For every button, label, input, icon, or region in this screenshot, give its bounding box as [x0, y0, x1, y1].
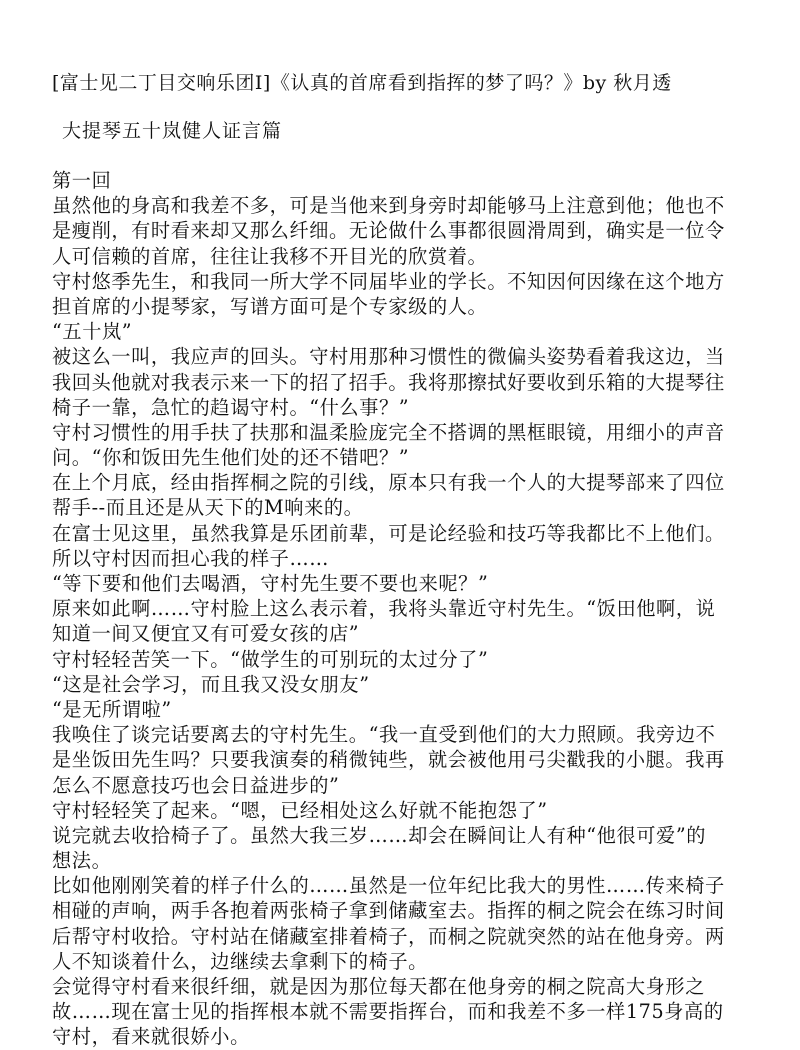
text-line: 后帮守村收拾。守村站在储藏室排着椅子，而桐之院就突然的站在他身旁。两: [52, 924, 725, 948]
text-line: 比如他刚刚笑着的样子什么的……虽然是一位年纪比我大的男性……传来椅子: [52, 874, 725, 898]
text-line: 守村轻轻苦笑一下。“做学生的可别玩的太过分了”: [52, 647, 489, 671]
text-line: 守村习惯性的用手扶了扶那和温柔脸庞完全不搭调的黑框眼镜，用细小的声音: [52, 420, 725, 444]
text-line: 问。“你和饭田先生他们处的还不错吧？”: [52, 446, 410, 470]
text-line: 是坐饭田先生吗？只要我演奏的稍微钝些，就会被他用弓尖戳我的小腿。我再: [52, 748, 725, 772]
text-line: 相碰的声响，两手各抱着两张椅子拿到储藏室去。指挥的桐之院会在练习时间: [52, 899, 725, 923]
text-line: “这是社会学习，而且我又没女朋友”: [52, 672, 370, 696]
text-line: 守村悠季先生，和我同一所大学不同届毕业的学长。不知因何因缘在这个地方: [52, 269, 725, 293]
text-line: 担首席的小提琴家，写谱方面可是个专家级的人。: [52, 294, 488, 318]
text-line: “等下要和他们去喝酒，守村先生要不要也来呢？”: [52, 572, 489, 595]
text-line: 想法。: [52, 849, 112, 873]
text-line: 说完就去收拾椅子了。虽然大我三岁……却会在瞬间让人有种“他很可爱”的: [52, 823, 707, 847]
text-line: 我回头他就对我表示来一下的招了招手。我将那擦拭好要收到乐箱的大提琴往: [52, 370, 725, 394]
document-header: [富士见二丁目交响乐团Ⅰ]《认真的首席看到指挥的梦了吗？》by 秋月透: [52, 72, 672, 94]
chapter-subtitle: 大提琴五十岚健人证言篇: [62, 120, 283, 142]
text-line: 守村，看来就很娇小。: [52, 1025, 250, 1049]
text-line: “五十岚”: [52, 320, 133, 344]
text-line: “是无所谓啦”: [52, 697, 172, 721]
text-line: 被这么一叫，我应声的回头。守村用那种习惯性的微偏头姿势看着我这边，当: [52, 345, 725, 369]
text-line: 人不知谈着什么，边继续去拿剩下的椅子。: [52, 949, 428, 973]
text-line: 在富士见这里，虽然我算是乐团前辈，可是论经验和技巧等我都比不上他们。: [52, 521, 725, 545]
text-line: 椅子一靠，急忙的趋谒守村。“什么事？”: [52, 395, 410, 419]
text-line: 在上个月底，经由指挥桐之院的引线，原本只有我一个人的大提琴部来了四位: [52, 471, 725, 495]
section-heading: 第一回: [52, 169, 112, 192]
text-line: 我唤住了谈完话要离去的守村先生。“我一直受到他们的大力照顾。我旁边不: [52, 723, 716, 747]
body-text: [52, 168, 752, 1050]
text-line: 帮手--而且还是从天下的M响来的。: [52, 496, 364, 520]
text-line: 原来如此啊……守村脸上这么表示着，我将头靠近守村先生。“饭田他啊，说: [52, 597, 716, 621]
text-line: 会觉得守村看来很纤细，就是因为那位每天都在他身旁的桐之院高大身形之: [52, 975, 705, 998]
text-line: 是瘦削，有时看来却又那么纤细。无论做什么事都很圆滑周到，确实是一位令: [52, 219, 725, 243]
text-line: 虽然他的身高和我差不多，可是当他来到身旁时却能够马上注意到他；他也不: [52, 194, 725, 218]
text-line: 故……现在富士见的指挥根本就不需要指挥台，而和我差不多一样175身高的: [52, 1000, 724, 1024]
text-line: 怎么不愿意技巧也会日益进步的”: [52, 773, 340, 797]
text-line: 人可信赖的首席，往往让我移不开目光的欣赏着。: [52, 244, 488, 268]
text-line: 守村轻轻笑了起来。“嗯，已经相处这么好就不能抱怨了”: [52, 798, 548, 822]
text-line: 知道一间又便宜又有可爱女孩的店”: [52, 622, 360, 646]
text-line: 所以守村因而担心我的样子……: [52, 546, 330, 570]
